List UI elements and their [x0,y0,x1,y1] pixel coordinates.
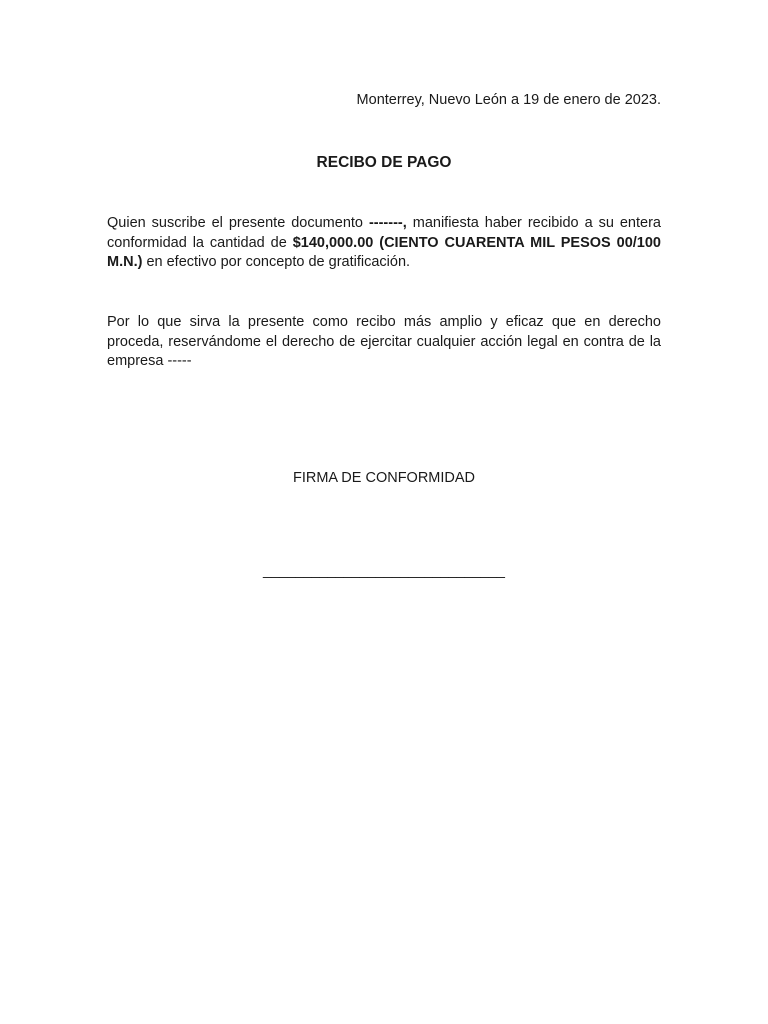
date-line: Monterrey, Nuevo León a 19 de enero de 2023. [356,92,661,108]
signature-line: ______________________________ [263,563,505,579]
paragraph-text: manifiesta haber recibido a su entera conformidad la cantidad de [107,215,661,251]
signature-label: FIRMA DE CONFORMIDAD [292,470,476,486]
paragraph-reservation: Por lo que sirva la presente como recibo más amplio y eficaz que en derecho proceda, reservándome el derecho de ejercitar cualquier acción legal en contra de la empresa ----- [107,314,661,369]
amount-text: $140,000.00 (CIENTO CUARENTA MIL PESOS 00/100 M.N.) [107,234,661,270]
document-title: RECIBO DE PAGO [316,154,452,171]
paragraph-text: Quien suscribe el presente documento [107,215,369,231]
paragraph-receipt [107,214,661,273]
payer-placeholder: -------, [368,215,407,231]
paragraph-text: en efectivo por concepto de gratificación. [142,254,411,270]
